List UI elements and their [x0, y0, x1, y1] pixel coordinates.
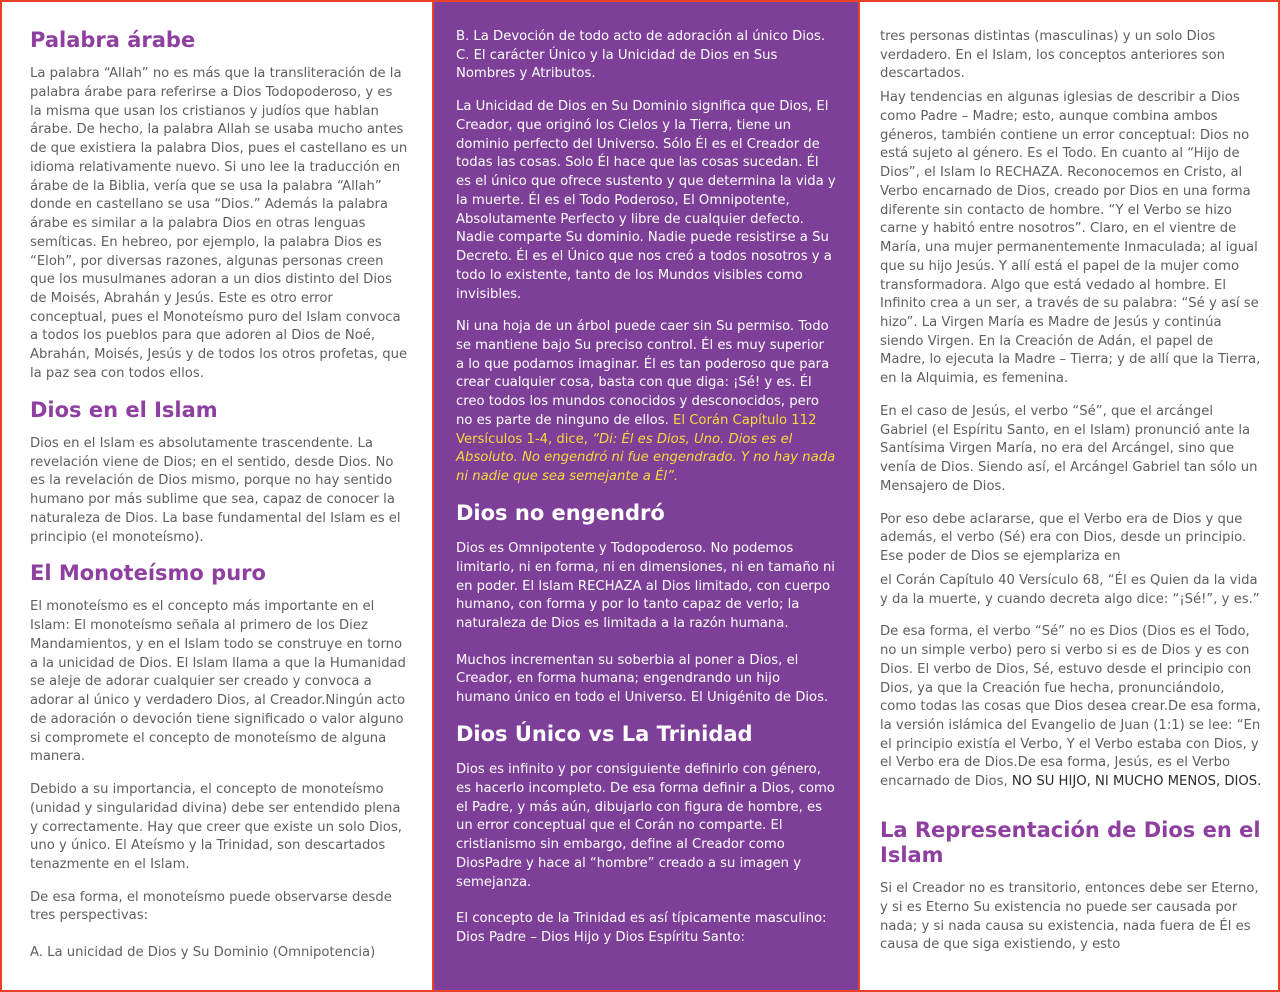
- column-right: [860, 2, 1278, 990]
- quran-quote-112: “Di: Él es Dios, Uno. Dios es el Absoluto. No engendró ni fue engendrado. Y no hay nada ni nadie que sea semejante a Él”.: [456, 431, 836, 485]
- section-heading-representacion-de-dios: La Representación de Dios en el Islam: [880, 817, 1261, 868]
- section-heading-palabra-arabe: Palabra árabe: [30, 28, 196, 52]
- paragraph-right-1: tres personas distintas (masculinas) y un solo Dios verdadero. En el Islam, los conceptos anteriores son descartados.: [880, 29, 1225, 82]
- paragraph-palabra-arabe-1: La palabra “Allah” no es más que la transliteración de la palabra árabe para referirse a Dios Todopoderoso, y es la misma que usan los cristianos y judíos que hablan árabe. De hecho, la palabra Allah se usaba mucho antes de que existiera la palabra Dios, pues el castellano es un idioma relativamente nuevo. Si uno lee la traducción en árabe de la Biblia, vería que se usa la palabra “Allah” donde en castellano se usa “Dios.” Además la palabra árabe es similar a la palabra Dios en otras lenguas semíticas. En hebreo, por ejemplo, la palabra Dios es “Eloh”, por diversas razones, algunas personas creen que los musulmanes adoran a un dios distinto del Dios de Moisés, Abrahán y Jesús. Este es otro error conceptual, pues el Monoteísmo puro del Islam convoca a todos los pueblos para que adoren al Dios de Noé, Abrahán, Moisés, Jesús y de todos los otros profetas, que la paz sea con todos ellos.: [30, 66, 408, 381]
- section-heading-monoteismo-puro: El Monoteísmo puro: [30, 561, 266, 586]
- column-left: [2, 2, 432, 990]
- paragraph-monoteismo-point-a: A. La unicidad de Dios y Su Dominio (Omnipotencia): [30, 945, 376, 961]
- paragraph-right-3: En el caso de Jesús, el verbo “Sé”, que el arcángel Gabriel (el Espíritu Santo, en el Islam) pronunció ante la Santísima Virgen María, no era del Arcángel, sino que venía de Dios. Siendo así, el Arcángel Gabriel tan sólo un Mensajero de Dios.: [880, 403, 1258, 494]
- quran-quote-40-68: el Corán Capítulo 40 Versículo 68, “Él es Quien da la vida y da la muerte, y cuando decreta algo dice: “¡Sé!”, y es.”: [880, 572, 1260, 607]
- paragraph-right-verbo: [880, 623, 1262, 792]
- paragraph-representacion-1: Si el Creador no es transitorio, entonces debe ser Eterno, y si es Eterno Su existencia no puede ser causada por nada; y si nada causa su existencia, nada fuera de Él es causa de que siga existiendo, y esto: [880, 881, 1259, 953]
- paragraph-no-engendro-2: Muchos incrementan su soberbia al poner a Dios, el Creador, en forma humana; engendrando un hijo humano único en todo el Universo. El Unigénito de Dios.: [456, 652, 829, 706]
- paragraph-right-2: Hay tendencias en algunas iglesias de describir a Dios como Padre – Madre; esto, aunque combina ambos géneros, también contiene un error conceptual: Dios no está sujeto al género. Es el Todo. En cuanto al “Hijo de Dios”, el Islam lo RECHAZA. Reconocemos en Cristo, al Verbo encarnado de Dios, creado por Dios en una forma diferente sin contacto de hombre. “Y el Verbo se hizo carne y habitó entre nosotros”. Claro, en el vientre de María, una mujer permanentemente Inmaculada; al igual que su hijo Jesús. Y allí está el papel de la mujer como transformadora. Algo que está vedado al hombre. El Infinito crea a un ser, a través de su palabra: “Sé y así se hizo”. La Virgen María es Madre de Jesús y continúa siendo Virgen. En la Creación de Adán, el papel de Madre, lo ejecuta la Madre – Tierra; y de allí que la Tierra, en la Alquimia, es femenina.: [880, 90, 1261, 387]
- paragraph-hoja-arbol: [456, 318, 836, 487]
- paragraph-right-verbo-text: De esa forma, el verbo “Sé” no es Dios (Dios es el Todo, no un simple verbo) pero si verbo si es de Dios y es con Dios. El verbo de Dios, Sé, estuvo desde el principio con Dios, ya que la Creación fue hecha, pronunciándolo, como todas las cosas que Dios desea crear.De esa forma, la versión islámica del Evangelio de Juan (1:1) se lee: “En el principio existía el Verbo, Y el Verbo estaba con Dios, y el Verbo era de Dios.De esa forma, Jesús, es el Verbo encarnado de Dios,: [880, 624, 1261, 790]
- section-heading-dios-no-engendro: Dios no engendró: [456, 500, 665, 525]
- section-heading-dios-unico-vs-trinidad: Dios Único vs La Trinidad: [456, 721, 753, 746]
- paragraph-hoja-arbol-text: Ni una hoja de un árbol puede caer sin Su permiso. Todo se mantiene bajo Su preciso control. Él es muy superior a lo que podamos imaginar. Él es tan poderoso que para crear cualquier cosa, basta con que diga: ¡Sé! y es. Él creo todos los mundos conocidos y desconocidos, pero no es parte de ninguno de ellos.: [456, 319, 830, 428]
- paragraph-monoteismo-2: Debido a su importancia, el concepto de monoteísmo (unidad y singularidad divina) debe ser entendido plena y correctamente. Hay que creer que existe un solo Dios, uno y único. El Ateísmo y la Trinidad, son descartados tenazmente en el Islam.: [30, 782, 402, 872]
- point-b-devocion: B. La Devoción de todo acto de adoración al único Dios.: [456, 29, 826, 44]
- paragraph-trinidad-1: Dios es infinito y por consiguiente definirlo con género, es hacerlo incompleto. De esa forma definir a Dios, como el Padre, y más aún, dibujarlo con figura de hombre, es un error conceptual que el Corán no comparte. El cristianismo sin embargo, define al Creador como DiosPadre y hace al “hombre” creado a su imagen y semejanza.: [456, 762, 835, 890]
- paragraph-monoteismo-3: De esa forma, el monoteísmo puede observarse desde tres perspectivas:: [30, 889, 392, 924]
- paragraph-trinidad-2: El concepto de la Trinidad es así típicamente masculino: Dios Padre – Dios Hijo y Dios Espíritu Santo:: [456, 911, 827, 946]
- paragraph-monoteismo-1: El monoteísmo es el concepto más importante en el Islam: El monoteísmo señala al primero de los Diez Mandamientos, y en el Islam todo se construye en torno a la unicidad de Dios. El Islam llama a que la Humanidad se aleje de adorar cualquier ser creado y convoca a adorar al único y verdadero Dios, al Creador.Ningún acto de adoración o devoción tiene significado o valor alguno si compromete el concepto de monoteísmo de alguna manera.: [30, 599, 406, 765]
- paragraph-right-verbo-emphasis: NO SU HIJO, NI MUCHO MENOS, DIOS.: [1011, 774, 1262, 790]
- paragraph-right-4: Por eso debe aclararse, que el Verbo era de Dios y que además, el verbo (Sé) era con Dios, desde un principio. Ese poder de Dios se ejemplariza en: [880, 511, 1247, 565]
- paragraph-no-engendro-1: Dios es Omnipotente y Todopoderoso. No podemos limitarlo, ni en forma, ni en dimensiones, ni en tamaño ni en poder. El Islam RECHAZA al Dios limitado, con cuerpo humano, con forma y por lo tanto capaz de verlo; la naturaleza de Dios es limitada a la razón humana.: [456, 541, 835, 632]
- section-heading-dios-en-el-islam: Dios en el Islam: [30, 397, 218, 422]
- paragraph-unicidad-dominio: La Unicidad de Dios en Su Dominio significa que Dios, El Creador, que originó los Cielos y la Tierra, tiene un dominio perfecto del Universo. Sólo Él es el Creador de todas las cosas. Solo Él hace que las cosas sucedan. Él es el único que ofrece sustento y que determina la vida y la muerte. Él es el Todo Poderoso, El Omnipotente, Absolutamente Perfecto y libre de cualquier defecto. Nadie comparte Su dominio. Nadie puede resistirse a Su Decreto. Él es el Único que nos creó a todos nosotros y a todo lo existente, tanto de los Mundos visibles como invisibles.: [456, 99, 836, 302]
- paragraph-dios-en-el-islam-1: Dios en el Islam es absolutamente trascendente. La revelación viene de Dios; en el sentido, desde Dios. No es la revelación de Dios mismo, porque no hay sentido humano por más sublime que sea, capaz de conocer la naturaleza de Dios. La base fundamental del Islam es el principio (el monoteísmo).: [30, 435, 401, 545]
- quran-reference-112: El Corán Capítulo 112 Versículos 1-4, dice,: [456, 412, 817, 447]
- point-c-caracter-unico: C. El carácter Único y la Unicidad de Dios en Sus Nombres y Atributos.: [456, 47, 778, 82]
- column-middle: [432, 2, 860, 990]
